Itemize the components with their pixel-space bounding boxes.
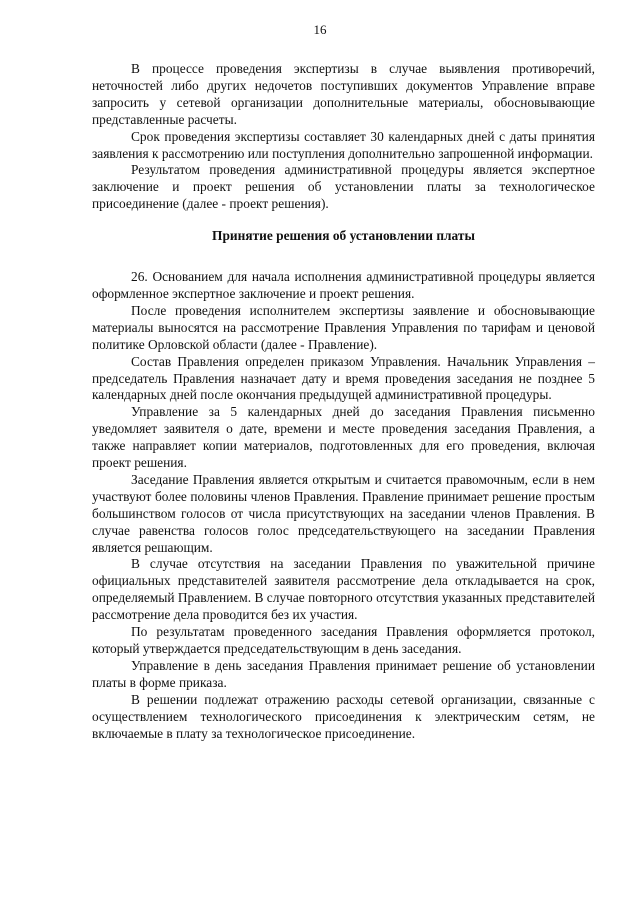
paragraph: В случае отсутствия на заседании Правления по уважительной причине официальных представителей заявителя рассмотрение дела откладывается на срок, определяемый Правлением. В случае повторного отсутствия указанных представителей рассмотрение дела проводится без их участия. [92, 556, 595, 623]
paragraph: В процессе проведения экспертизы в случае выявления противоречий, неточностей либо других недочетов поступивших документов Управление вправе запросить у сетевой организации дополнительные материалы, обосновывающие представленные расчеты. [92, 61, 595, 127]
paragraph: Результатом проведения административной процедуры является экспертное заключение и проект решения об установлении платы за технологическое присоединение (далее - проект решения). [92, 162, 595, 212]
paragraph: В решении подлежат отражению расходы сетевой организации, связанные с осуществлением технологического присоединения к электрическим сетям, не включаемые в плату за технологическое присоединение. [92, 691, 595, 741]
paragraph: По результатам проведенного заседания Правления оформляется протокол, который утверждается председательствующим в день заседания. [92, 624, 595, 656]
section-heading: Принятие решения об установлении платы [212, 228, 475, 244]
paragraph: 26. Основанием для начала исполнения административной процедуры является оформленное экспертное заключение и проект решения. [92, 269, 595, 301]
paragraph: Срок проведения экспертизы составляет 30 календарных дней с даты принятия заявления к рассмотрению или поступления дополнительно запрошенной информации. [92, 128, 595, 161]
paragraph: Состав Правления определен приказом Управления. Начальник Управления – председатель Правления назначает дату и время проведения заседания не позднее 5 календарных дней после окончания предыдущей административной процедуры. [92, 353, 595, 403]
document-body [92, 61, 595, 742]
page-number: 16 [313, 22, 327, 37]
paragraph: Управление за 5 календарных дней до заседания Правления письменно уведомляет заявителя о дате, времени и месте проведения заседания Правления, а также направляет копии материалов, подготовленных для его проведения, включая проект решения. [92, 404, 595, 471]
paragraph: После проведения исполнителем экспертизы заявление и обосновывающие материалы выносятся на рассмотрение Правления Управления по тарифам и ценовой политике Орловской области (далее - Правление). [92, 302, 595, 352]
paragraph: Управление в день заседания Правления принимает решение об установлении платы в форме приказа. [92, 657, 595, 690]
paragraph: Заседание Правления является открытым и считается правомочным, если в нем участвуют более половины членов Правления. Правление принимает решение простым большинством голосов от числа присутствующих на заседании членов Правления. В случае равенства голосов голос председательствующего на заседании Правления является решающим. [92, 471, 595, 555]
